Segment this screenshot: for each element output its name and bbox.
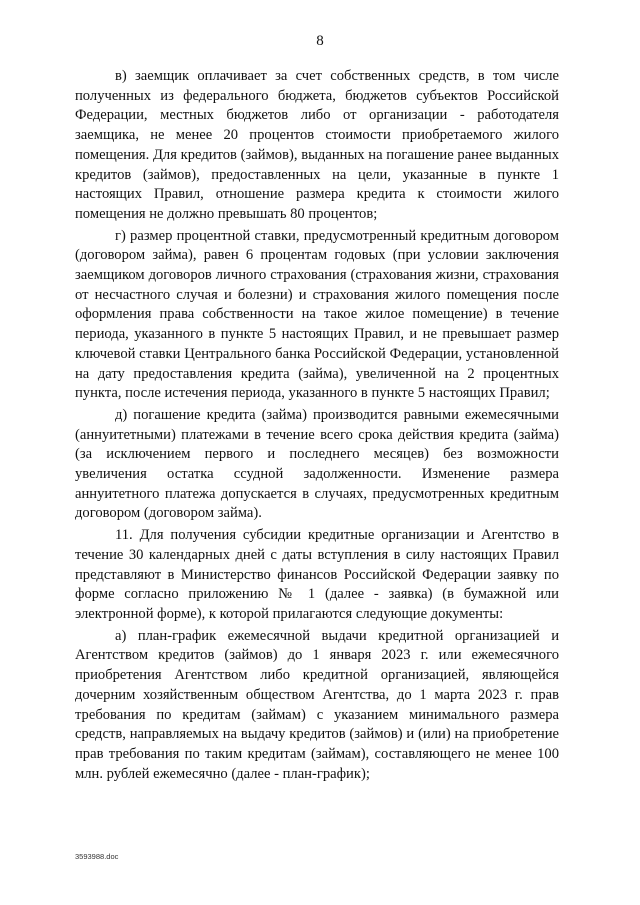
footer-filename: 3593988.doc (75, 852, 119, 861)
paragraph-g: г) размер процентной ставки, предусмотренный кредитным договором (договором займа), равен 6 процентам годовых (при условии заключения заемщиком договоров личного страхования (страхования жизни, страхования от несчастного случая и болезни) и страхования жилого помещения после оформления права собственности на такое жилое помещение) в течение периода, указанного в пункте 5 настоящих Правил, и не превышает размер ключевой ставки Центрального банка Российской Федерации, установленной на дату предоставления кредита (займа), увеличенной на 2 процентных пункта, после истечения периода, указанного в пункте 5 настоящих Правил; (75, 227, 559, 402)
paragraph-v: в) заемщик оплачивает за счет собственных средств, в том числе полученных из федерального бюджета, бюджетов субъектов Российской Федерации, местных бюджетов либо от организации - работодателя заемщика, не менее 20 процентов стоимости приобретаемого жилого помещения. Для кредитов (займов), выданных на погашение ранее выданных кредитов (займов), предоставленных на цели, указанные в пункте 1 настоящих Правил, отношение размера кредита к стоимости жилого помещения не должно превышать 80 процентов; (75, 68, 559, 222)
paragraph-a: а) план-график ежемесячной выдачи кредитной организацией и Агентством кредитов (займов) до 1 января 2023 г. или ежемесячного приобретения Агентством либо кредитной организацией, являющейся дочерним хозяйственным обществом Агентства, до 1 марта 2023 г. прав требования по кредитам (займам) с указанием минимального размера средств, направляемых на выдачу кредитов (займов) и (или) на приобретение прав требования по таким кредитам (займам), составляющего не менее 100 млн. рублей ежемесячно (далее - план-график); (75, 627, 559, 782)
page-number: 8 (316, 33, 324, 49)
document-body (75, 67, 559, 784)
paragraph-11: 11. Для получения субсидии кредитные организации и Агентство в течение 30 календарных дней с даты вступления в силу настоящих Правил представляют в Министерство финансов Российской Федерации заявку по форме согласно приложению № 1 (далее - заявка) (в бумажной или электронной форме), к которой прилагаются следующие документы: (75, 527, 559, 622)
paragraph-d: д) погашение кредита (займа) производится равными ежемесячными (аннуитетными) платежами в течение всего срока действия кредита (займа) (за исключением первого и последнего месяцев) без возможности увеличения остатка ссудной задолженности. Изменение размера аннуитетного платежа допускается в случаях, предусмотренных кредитным договором (договором займа). (75, 406, 559, 522)
